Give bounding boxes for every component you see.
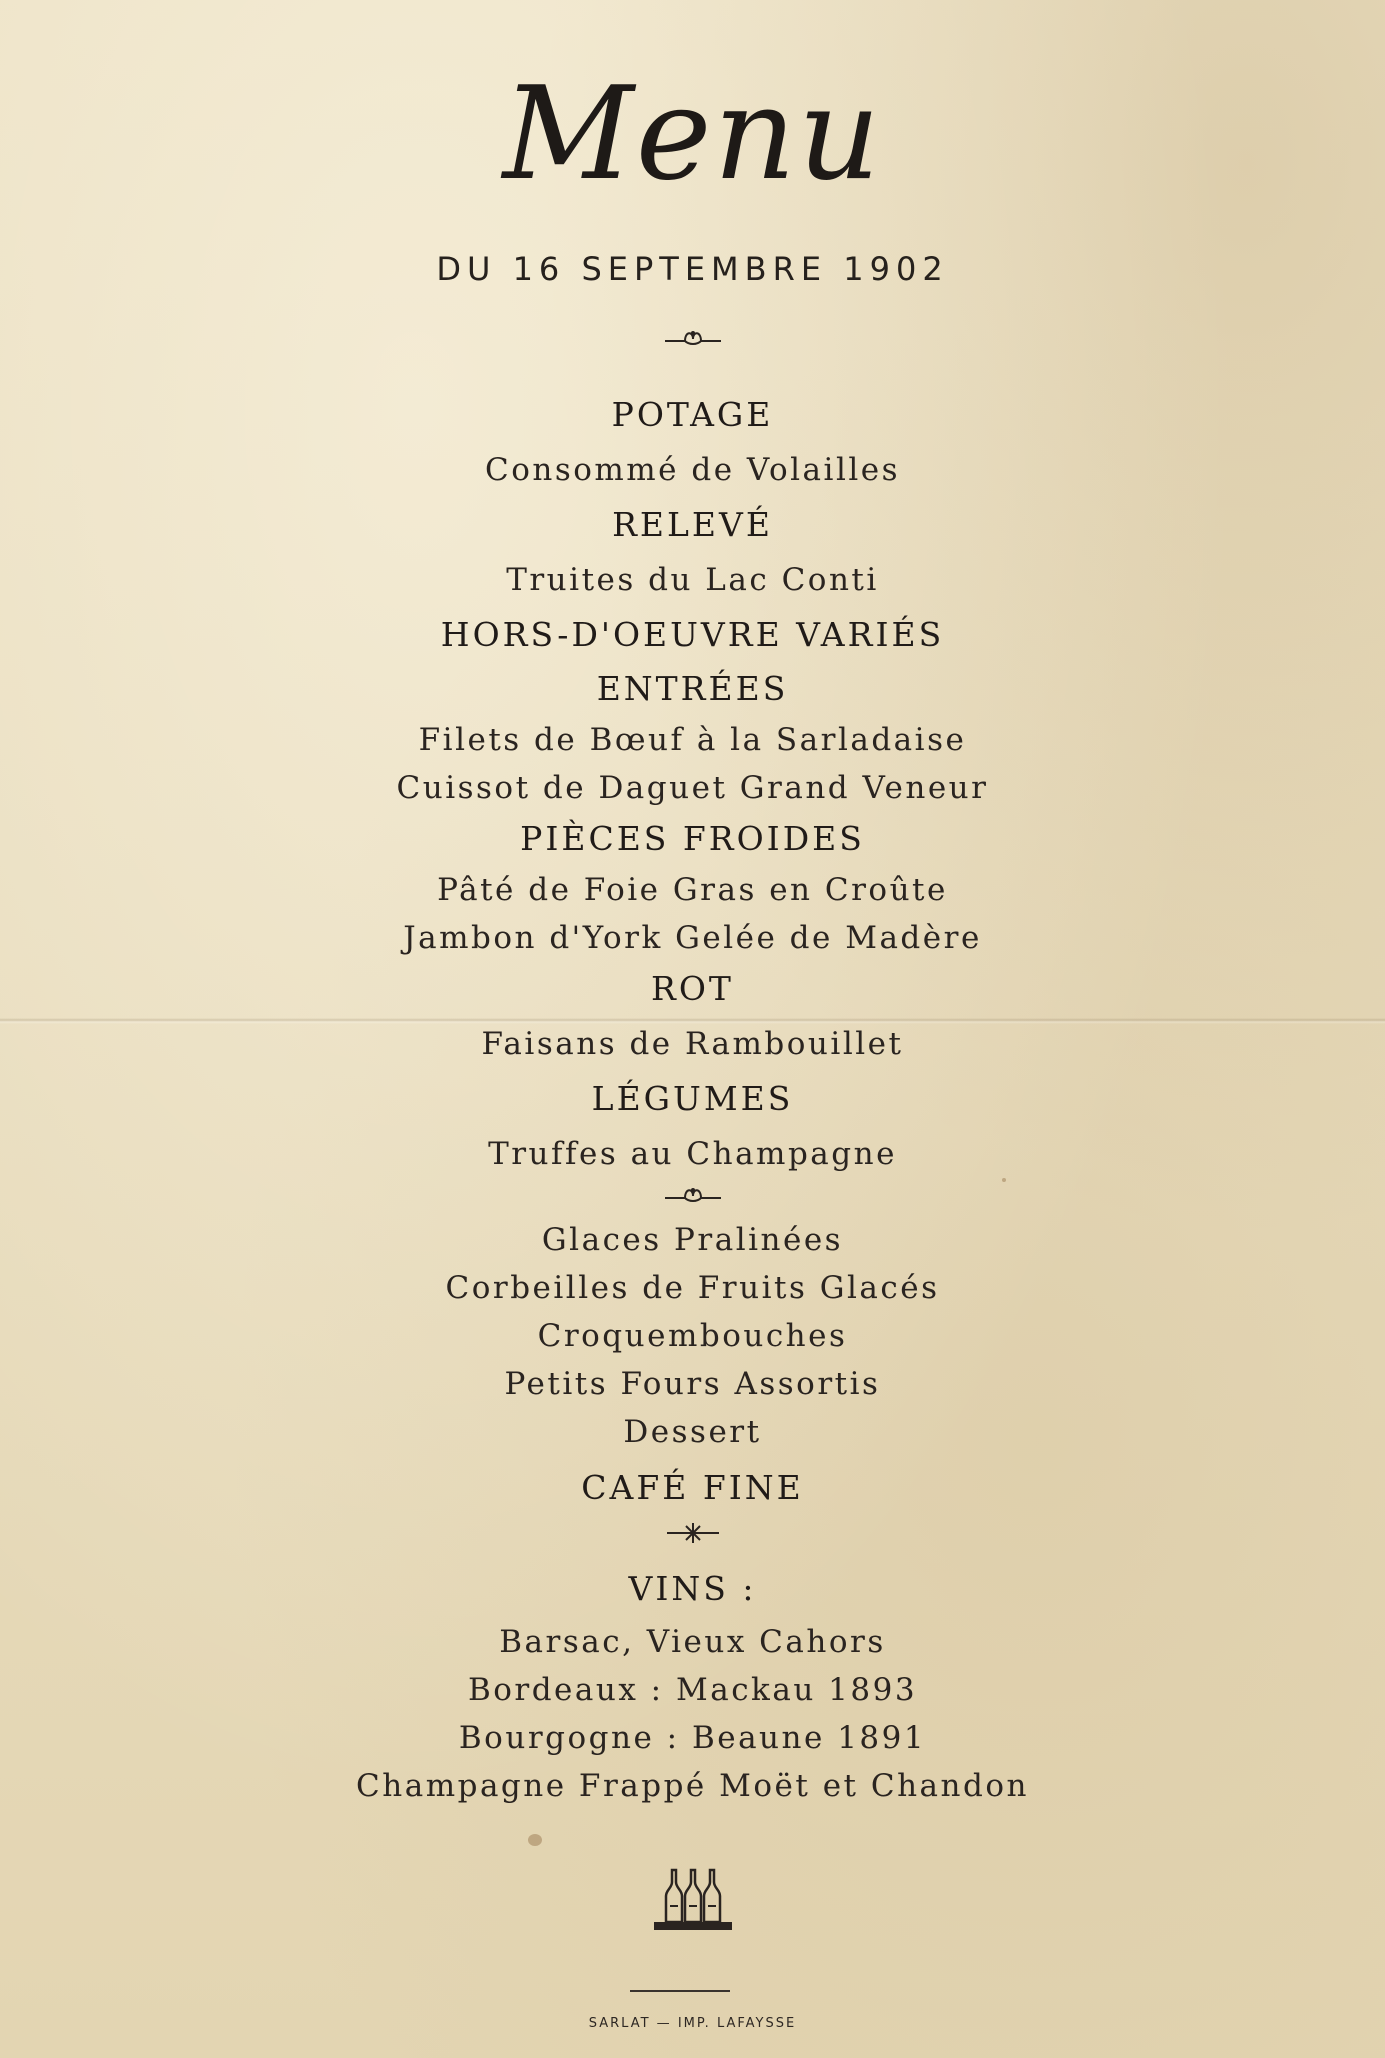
wine-item: Champagne Frappé Moët et Chandon — [356, 1768, 1029, 1804]
section-heading-entrees: ENTRÉES — [596, 669, 789, 708]
menu-body — [0, 388, 1385, 1810]
menu-item: Faisans de Rambouillet — [481, 1026, 904, 1062]
dessert-item: Glaces Pralinées — [541, 1222, 844, 1258]
menu-item: Jambon d'York Gelée de Madère — [403, 920, 982, 956]
wine-item: Barsac, Vieux Cahors — [499, 1624, 886, 1660]
menu-item: Cuissot de Daguet Grand Veneur — [396, 770, 989, 806]
wine-item: Bourgogne : Beaune 1891 — [458, 1720, 927, 1756]
menu-item: Filets de Bœuf à la Sarladaise — [418, 722, 967, 758]
menu-item: Truites du Lac Conti — [506, 562, 879, 598]
printer-credit: SARLAT — IMP. LAFAYSSE — [588, 2016, 797, 2031]
date-line: DU 16 SEPTEMBRE 1902 — [436, 250, 949, 288]
star-ornament-icon — [0, 1520, 1385, 1560]
menu-title: Menu — [502, 60, 883, 209]
flourish-ornament-icon — [0, 325, 1385, 353]
section-heading-pieces-froides: PIÈCES FROIDES — [520, 819, 865, 858]
dessert-item: Petits Fours Assortis — [504, 1366, 881, 1402]
ink-stain — [528, 1834, 542, 1846]
menu-item: Consommé de Volailles — [484, 452, 901, 488]
dessert-item: Corbeilles de Fruits Glacés — [445, 1270, 940, 1306]
section-heading-hors-doeuvre: HORS-D'OEUVRE VARIÉS — [440, 615, 945, 654]
section-heading-rot: ROT — [651, 969, 734, 1008]
menu-item: Pâté de Foie Gras en Croûte — [437, 872, 948, 908]
dessert-item: Croquembouches — [537, 1318, 848, 1354]
flourish-ornament-icon — [0, 1182, 1385, 1216]
wine-item: Bordeaux : Mackau 1893 — [467, 1672, 918, 1708]
section-heading-potage: POTAGE — [611, 395, 774, 434]
wines-heading: VINS : — [628, 1569, 757, 1608]
coffee-heading: CAFÉ FINE — [581, 1468, 804, 1507]
printer-rule — [630, 1990, 730, 1992]
menu-item: Truffes au Champagne — [488, 1136, 897, 1172]
dessert-item: Dessert — [623, 1414, 762, 1450]
bottles-logo-icon — [0, 1862, 1385, 1938]
section-heading-releve: RELEVÉ — [612, 505, 773, 544]
section-heading-legumes: LÉGUMES — [591, 1079, 794, 1118]
